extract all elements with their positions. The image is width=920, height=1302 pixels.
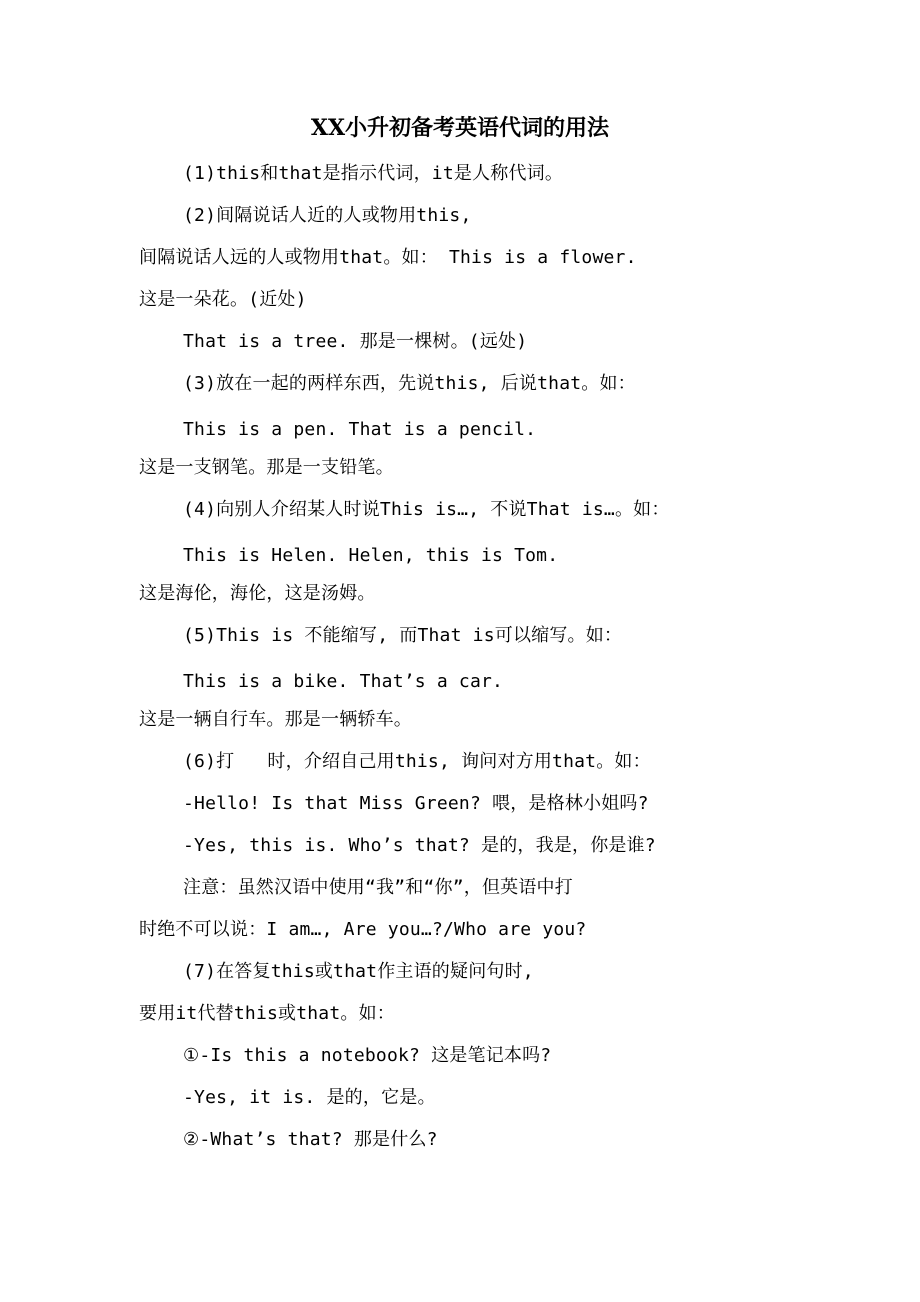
paragraph-line: 要用it代替this或that。如： — [139, 1003, 395, 1024]
paragraph-line: ①-Is this a notebook? 这是笔记本吗? — [183, 1045, 552, 1066]
paragraph-line: (3)放在一起的两样东西，先说this, 后说that。如： — [183, 373, 636, 394]
paragraph-line: 间隔说话人远的人或物用that。如： This is a flower. — [139, 247, 637, 268]
paragraph-line: (5)This is 不能缩写, 而That is可以缩写。如： — [183, 625, 623, 646]
document-title: XX小升初备考英语代词的用法 — [310, 115, 610, 141]
paragraph-line: (6)打 时，介绍自己用this, 询问对方用that。如： — [183, 751, 651, 772]
paragraph-line: (4)向别人介绍某人时说This is…, 不说That is…。如： — [183, 499, 670, 520]
paragraph-line: (2)间隔说话人近的人或物用this, — [183, 205, 472, 226]
paragraph-line: 注意：虽然汉语中使用“我”和“你”，但英语中打 — [183, 877, 573, 898]
paragraph-line: 时绝不可以说：I am…, Are you…?/Who are you? — [139, 919, 587, 940]
paragraph-line: 这是一支钢笔。那是一支铅笔。 — [139, 457, 394, 478]
paragraph-line: -Yes, this is. Who’s that? 是的，我是，你是谁? — [183, 835, 656, 856]
paragraph-line: This is Helen. Helen, this is Tom. — [183, 545, 559, 566]
paragraph-line: This is a bike. That’s a car. — [183, 671, 504, 692]
paragraph-line: (7)在答复this或that作主语的疑问句时, — [183, 961, 534, 982]
paragraph-line: That is a tree. 那是一棵树。(远处) — [183, 331, 528, 352]
paragraph-line: 这是一朵花。(近处) — [139, 289, 307, 310]
paragraph-line: -Hello! Is that Miss Green? 喂，是格林小姐吗? — [183, 793, 649, 814]
paragraph-line: ②-What’s that? 那是什么? — [183, 1129, 438, 1150]
paragraph-line: 这是一辆自行车。那是一辆轿车。 — [139, 709, 412, 730]
paragraph-line: This is a pen. That is a pencil. — [183, 419, 537, 440]
paragraph-line: (1)this和that是指示代词，it是人称代词。 — [183, 163, 564, 184]
paragraph-line: -Yes, it is. 是的，它是。 — [183, 1087, 436, 1108]
paragraph-line: 这是海伦，海伦，这是汤姆。 — [139, 583, 376, 604]
